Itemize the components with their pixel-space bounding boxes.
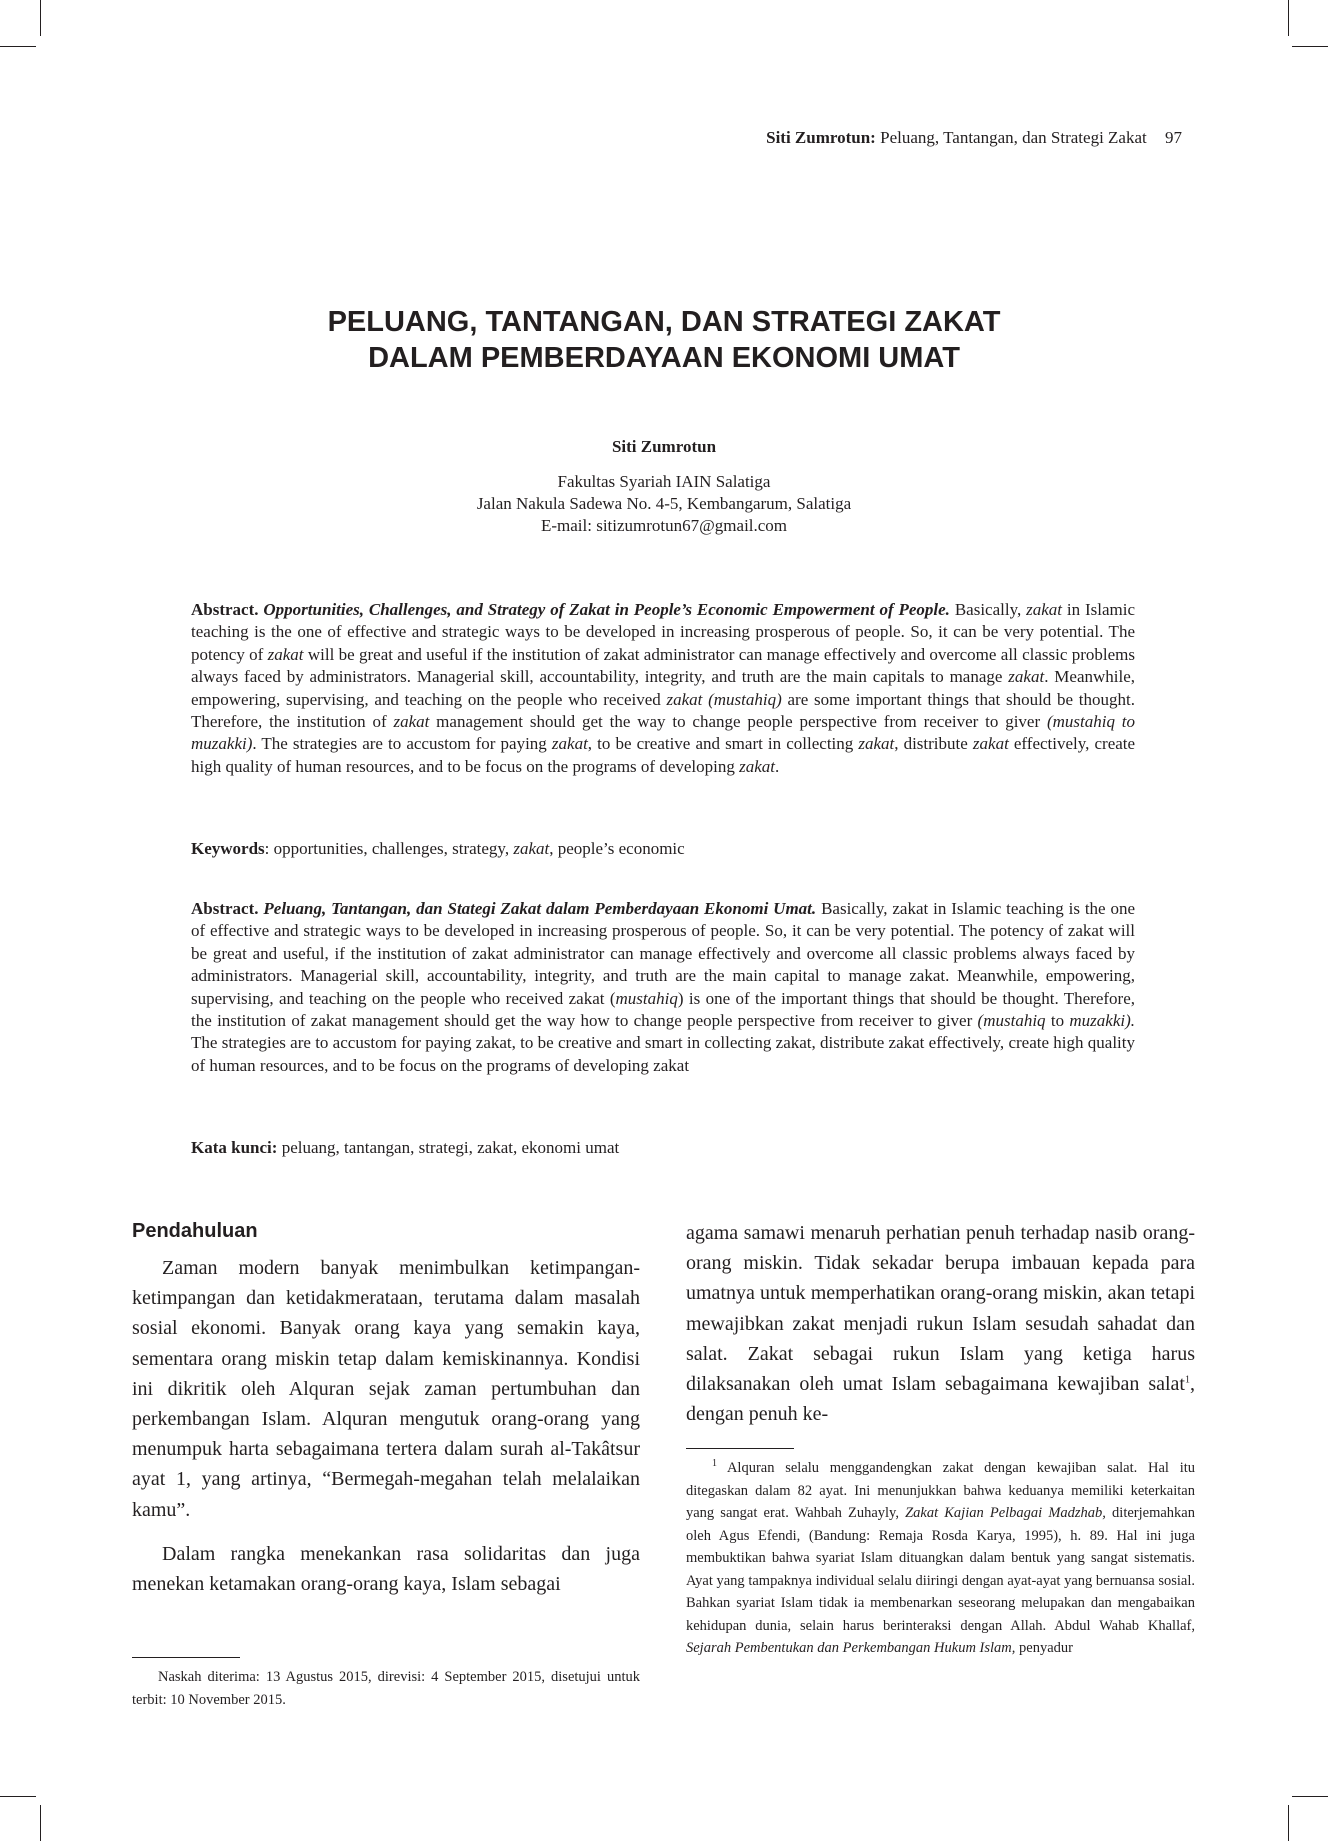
abstract-term: zakat xyxy=(551,734,588,754)
abstract-text: management should get the way to change people perspective from receiver to giver xyxy=(436,712,1041,732)
abstract-term: zakat (mustahiq) xyxy=(666,689,782,709)
keywords-term: zakat xyxy=(513,839,550,858)
abstract-term: zakat xyxy=(858,734,895,754)
running-head-author: Siti Zumrotun: xyxy=(766,128,876,147)
crop-mark xyxy=(1288,1805,1289,1841)
page-number: 97 xyxy=(1165,128,1182,147)
footnote-ref: 1 xyxy=(1185,1374,1190,1386)
running-head xyxy=(766,128,1182,148)
abstract-title: Opportunities, Challenges, and Strategy of Zakat in People’s Economic Empowerment of People. xyxy=(263,600,950,619)
abstract-title: Peluang, Tantangan, dan Stategi Zakat dalam Pemberdayaan Ekonomi Umat. xyxy=(263,899,817,918)
abstract-text: to xyxy=(1050,1011,1065,1031)
article-title xyxy=(0,304,1328,376)
abstract-term: (mustahiq xyxy=(977,1011,1046,1031)
abstract-term: zakat xyxy=(267,644,304,664)
body-text: , dengan penuh ke- xyxy=(686,1373,1195,1426)
abstract-text: in Islamic teaching is the one of effective and strategic ways to be developed in increasing prosperous of people. So, it can be very potential. The potency of xyxy=(191,600,1135,664)
body-paragraph xyxy=(686,1218,1195,1429)
abstract-text: will be great and useful if the institution of zakat administrator can manage effectively and overcome all classic problems always faced by administrators. Managerial skill, accountability, integrity, and truth are the main capitals to manage xyxy=(191,644,1135,687)
abstract-term: zakat xyxy=(1008,667,1045,687)
abstract-text: . Meanwhile, empowering, supervising, and teaching on the people who received xyxy=(191,667,1136,709)
abstract-english xyxy=(191,599,1135,778)
keywords-label: Keywords xyxy=(191,839,265,858)
author-affiliation: Fakultas Syariah IAIN Salatiga xyxy=(557,472,771,491)
abstract-text: , distribute xyxy=(894,734,968,754)
body-paragraph: Dalam rangka menekankan rasa solidaritas dan juga menekan ketamakan orang-orang kaya, Islam sebagai xyxy=(132,1542,640,1596)
author-email: E-mail: sitizumrotun67@gmail.com xyxy=(540,516,788,535)
footnote-text-part: penyadur xyxy=(1019,1640,1073,1656)
keywords-english xyxy=(191,838,1135,860)
keywords-text: : opportunities, challenges, strategy, xyxy=(264,839,510,858)
keywords-indonesian xyxy=(191,1137,1135,1159)
footnote-text: Naskah diterima: 13 Agustus 2015, direvisi: 4 September 2015, disetujui untuk terbit: 10 November 2015. xyxy=(132,1669,640,1708)
crop-mark xyxy=(0,46,36,47)
abstract-indonesian xyxy=(191,898,1135,1077)
abstract-term: mustahiq xyxy=(615,988,678,1008)
abstract-term: zakat xyxy=(739,756,776,776)
keywords-text: peluang, tantangan, strategi, zakat, ekonomi umat xyxy=(281,1138,620,1157)
footnote-1 xyxy=(686,1457,1195,1660)
crop-mark xyxy=(1292,1796,1328,1797)
abstract-label: Abstract. xyxy=(191,899,259,918)
abstract-term: zakat xyxy=(1026,600,1062,619)
abstract-label: Abstract. xyxy=(191,600,259,619)
abstract-text: Basically, zakat in Islamic teaching is the one of effective and strategic ways to be developed in increasing prosperous of people. So, it can be very potential. The potency of zakat will be great and useful, if the institution of zakat administrator can manage effectively and overcome all classic problems always faced by administrators. Managerial skill, accountability, integrity, and truth are the main capital to manage zakat. Meanwhile, empowering, supervising, and teaching on the people who received zakat ( xyxy=(191,899,1136,1008)
keywords-label: Kata kunci: xyxy=(191,1138,278,1157)
abstract-term: muzakki). xyxy=(1069,1011,1136,1031)
footnote-received xyxy=(132,1666,640,1711)
abstract-term: zakat xyxy=(972,734,1009,754)
abstract-text: Basically, xyxy=(954,600,1022,619)
footnote-text-part: Alquran selalu menggandengkan zakat dengan kewajiban salat. Hal itu ditegaskan dalam 82 ayat. Ini menunjukkan bahwa keduanya memiliki keterkaitan yang sangat erat. Wahbah Zuhayly, xyxy=(686,1460,1196,1521)
body-paragraph: Zaman modern banyak menimbulkan ketimpangan-ketimpangan dan ketidakmerataan, terutama dalam masalah sosial ekonomi. Banyak orang kaya yang semakin kaya, sementara orang miskin tetap dalam kemiskinannya. Kondisi ini dikritik oleh Alquran sejak zaman pertumbuhan dan perkembangan Islam. Alquran mengutuk orang-orang yang menumpuk harta sebagaimana tertera dalam surah al-Takâtsur ayat 1, yang artinya, “Bermegah-megahan telah melalaikan kamu”. xyxy=(132,1257,640,1521)
footnote-book-title: Zakat Kajian Pelbagai Madzhab, xyxy=(905,1505,1106,1521)
crop-mark xyxy=(40,0,41,36)
footnote-text xyxy=(686,1457,1195,1660)
body-left-column xyxy=(132,1217,640,1599)
abstract-text: . xyxy=(775,756,780,776)
title-line-2: DALAM PEMBERDAYAAN EKONOMI UMAT xyxy=(368,342,960,374)
footnote-book-title: Sejarah Pembentukan dan Perkembangan Hukum Islam, xyxy=(686,1640,1016,1656)
abstract-text: . The strategies are to accustom for paying xyxy=(252,734,547,754)
abstract-term: (mustahiq to muzakki) xyxy=(191,712,1136,754)
author-block xyxy=(0,436,1328,537)
author-name: Siti Zumrotun xyxy=(611,437,717,456)
body-right-column xyxy=(686,1218,1195,1429)
crop-mark xyxy=(1292,46,1328,47)
crop-mark xyxy=(40,1805,41,1841)
abstract-term: zakat xyxy=(393,712,430,732)
title-line-1: PELUANG, TANTANGAN, DAN STRATEGI ZAKAT xyxy=(327,306,1001,338)
abstract-text: effectively, create high quality of human resources, and to be focus on the programs of developing xyxy=(191,734,1136,776)
crop-mark xyxy=(0,1796,36,1797)
footnote-rule xyxy=(686,1448,794,1449)
running-head-title: Peluang, Tantangan, dan Strategi Zakat xyxy=(880,128,1147,147)
abstract-text: ) is one of the important things that should be thought. Therefore, the institution of zakat management should get the way how to change people perspective from receiver to giver xyxy=(191,988,1136,1031)
abstract-text: are some important things that should be thought. Therefore, the institution of xyxy=(191,689,1136,732)
footnote-number: 1 xyxy=(712,1458,717,1470)
crop-mark xyxy=(1288,0,1289,36)
section-heading: Pendahuluan xyxy=(132,1220,258,1242)
footnote-rule xyxy=(132,1657,240,1658)
author-address: Jalan Nakula Sadewa No. 4-5, Kembangarum, Salatiga xyxy=(476,494,852,513)
footnote-text-part: diterjemahkan oleh Agus Efendi, (Bandung: Remaja Rosda Karya, 1995), h. 89. Hal ini juga membuktikan bahwa syariat Islam dituangkan dalam bentuk yang sangat sistematis. Ayat yang tampaknya individual selalu diiringi dengan ayat-ayat yang bernuansa sosial. Bahkan syariat Islam tidak ia membenarkan seseorang melupakan dan mengabaikan kehidupan dunia, selain harus berinteraksi dengan Allah. Abdul Wahab Khallaf, xyxy=(686,1505,1195,1634)
abstract-text: The strategies are to accustom for paying zakat, to be creative and smart in collecting zakat, distribute zakat effectively, create high quality of human resources, and to be focus on the programs of developing zakat xyxy=(191,1033,1135,1075)
body-text: agama samawi menaruh perhatian penuh terhadap nasib orang-orang miskin. Tidak sekadar berupa imbauan kepada para umatnya untuk memperhatikan orang-orang miskin, akan tetapi mewajibkan zakat menjadi rukun Islam sesudah sahadat dan salat. Zakat sebagai rukun Islam yang ketiga harus dilaksanakan oleh umat Islam sebagaimana kewajiban salat xyxy=(686,1222,1195,1396)
abstract-text: , to be creative and smart in collecting xyxy=(587,734,854,754)
keywords-text: , people’s economic xyxy=(549,839,685,858)
